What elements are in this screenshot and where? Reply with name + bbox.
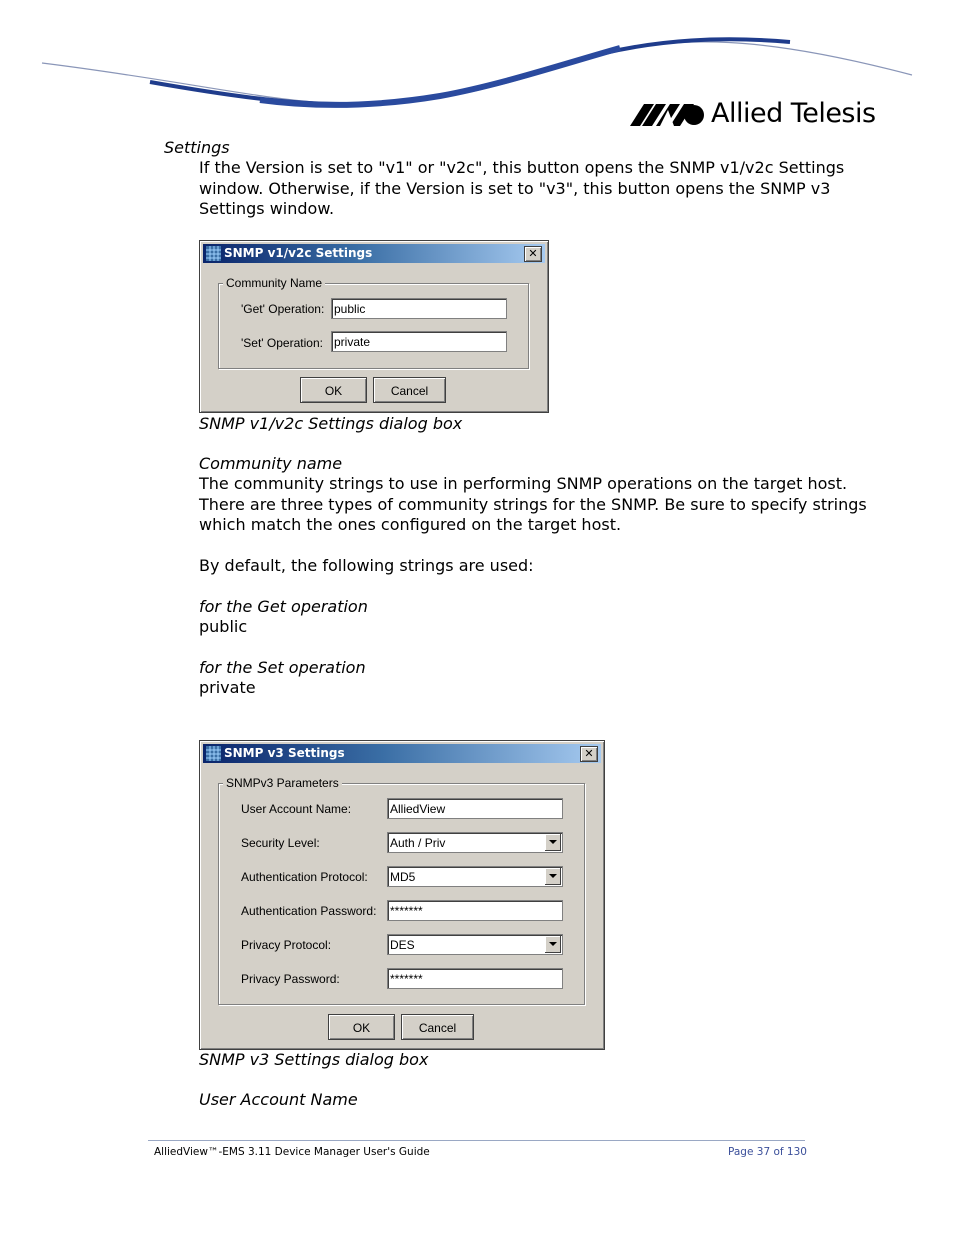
authentication-password-label: Authentication Password:	[241, 904, 377, 918]
chevron-down-icon[interactable]	[544, 834, 561, 851]
security-level-label: Security Level:	[241, 836, 320, 850]
cancel-button[interactable]: Cancel	[373, 377, 446, 403]
set-operation-value: private	[199, 678, 256, 697]
authentication-protocol-label: Authentication Protocol:	[241, 870, 368, 884]
dialog-title: SNMP v1/v2c Settings	[224, 246, 373, 260]
app-grid-icon	[206, 246, 221, 261]
cancel-button[interactable]: Cancel	[401, 1014, 474, 1040]
security-level-value: Auth / Priv	[390, 836, 446, 850]
default-strings-line: By default, the following strings are used:	[199, 556, 534, 575]
footer-page-number: Page 37 of 130	[728, 1146, 807, 1158]
get-operation-value: public	[199, 617, 248, 636]
get-operation-input[interactable]: public	[331, 298, 507, 319]
ok-button[interactable]: OK	[300, 377, 367, 403]
group-label: SNMPv3 Parameters	[223, 776, 342, 790]
privacy-protocol-label: Privacy Protocol:	[241, 938, 332, 952]
app-grid-icon	[206, 746, 221, 761]
user-account-name-input[interactable]: AlliedView	[387, 798, 563, 819]
allied-telesis-logo-icon	[630, 100, 708, 128]
privacy-protocol-select[interactable]	[387, 934, 563, 955]
set-operation-heading: for the Set operation	[199, 658, 366, 677]
logo-text: Allied Telesis	[711, 98, 876, 129]
authentication-protocol-select[interactable]	[387, 866, 563, 887]
dialog-caption: SNMP v3 Settings dialog box	[199, 1050, 429, 1069]
close-button[interactable]: ✕	[524, 246, 542, 262]
settings-paragraph-line: window. Otherwise, if the Version is set to "v3", this button opens the SNMP v3	[199, 178, 831, 198]
chevron-down-icon[interactable]	[544, 868, 561, 885]
snmp-v3-dialog	[199, 740, 605, 1050]
group-label: Community Name	[223, 276, 325, 290]
settings-paragraph-line: Settings window.	[199, 199, 335, 218]
privacy-password-label: Privacy Password:	[241, 972, 340, 986]
set-operation-label: 'Set' Operation:	[241, 336, 323, 350]
close-button[interactable]: ✕	[580, 746, 598, 762]
dialog-title-bar[interactable]	[203, 244, 545, 263]
privacy-password-input[interactable]: *******	[387, 968, 563, 989]
authentication-password-input[interactable]: *******	[387, 900, 563, 921]
chevron-down-icon[interactable]	[544, 936, 561, 953]
security-level-select[interactable]	[387, 832, 563, 853]
footer-rule	[148, 1140, 805, 1141]
community-paragraph-line: which match the ones configured on the target host.	[199, 515, 622, 534]
get-operation-heading: for the Get operation	[199, 597, 368, 616]
privacy-protocol-value: DES	[390, 938, 415, 952]
user-account-name-heading: User Account Name	[199, 1090, 358, 1109]
settings-paragraph	[199, 158, 844, 220]
footer-guide-title: AlliedView™-EMS 3.11 Device Manager User's Guide	[154, 1146, 430, 1158]
dialog-title: SNMP v3 Settings	[224, 746, 345, 760]
community-heading: Community name	[199, 454, 343, 473]
user-account-name-label: User Account Name:	[241, 802, 352, 816]
dialog-caption: SNMP v1/v2c Settings dialog box	[199, 414, 463, 433]
community-paragraph-line: The community strings to use in performing SNMP operations on the target host.	[199, 474, 848, 493]
community-paragraph	[199, 474, 867, 536]
dialog-title-bar[interactable]	[203, 744, 601, 763]
get-operation-label: 'Get' Operation:	[241, 302, 325, 316]
snmp-v1-v2c-dialog	[199, 240, 549, 413]
ok-button[interactable]: OK	[328, 1014, 395, 1040]
settings-heading: Settings	[164, 138, 230, 157]
community-paragraph-line: There are three types of community strings for the SNMP. Be sure to specify strings	[199, 494, 867, 514]
community-name-group	[218, 276, 529, 369]
settings-paragraph-line: If the Version is set to "v1" or "v2c", this button opens the SNMP v1/v2c Settings	[199, 158, 845, 177]
authentication-protocol-value: MD5	[390, 870, 416, 884]
set-operation-input[interactable]: private	[331, 331, 507, 352]
